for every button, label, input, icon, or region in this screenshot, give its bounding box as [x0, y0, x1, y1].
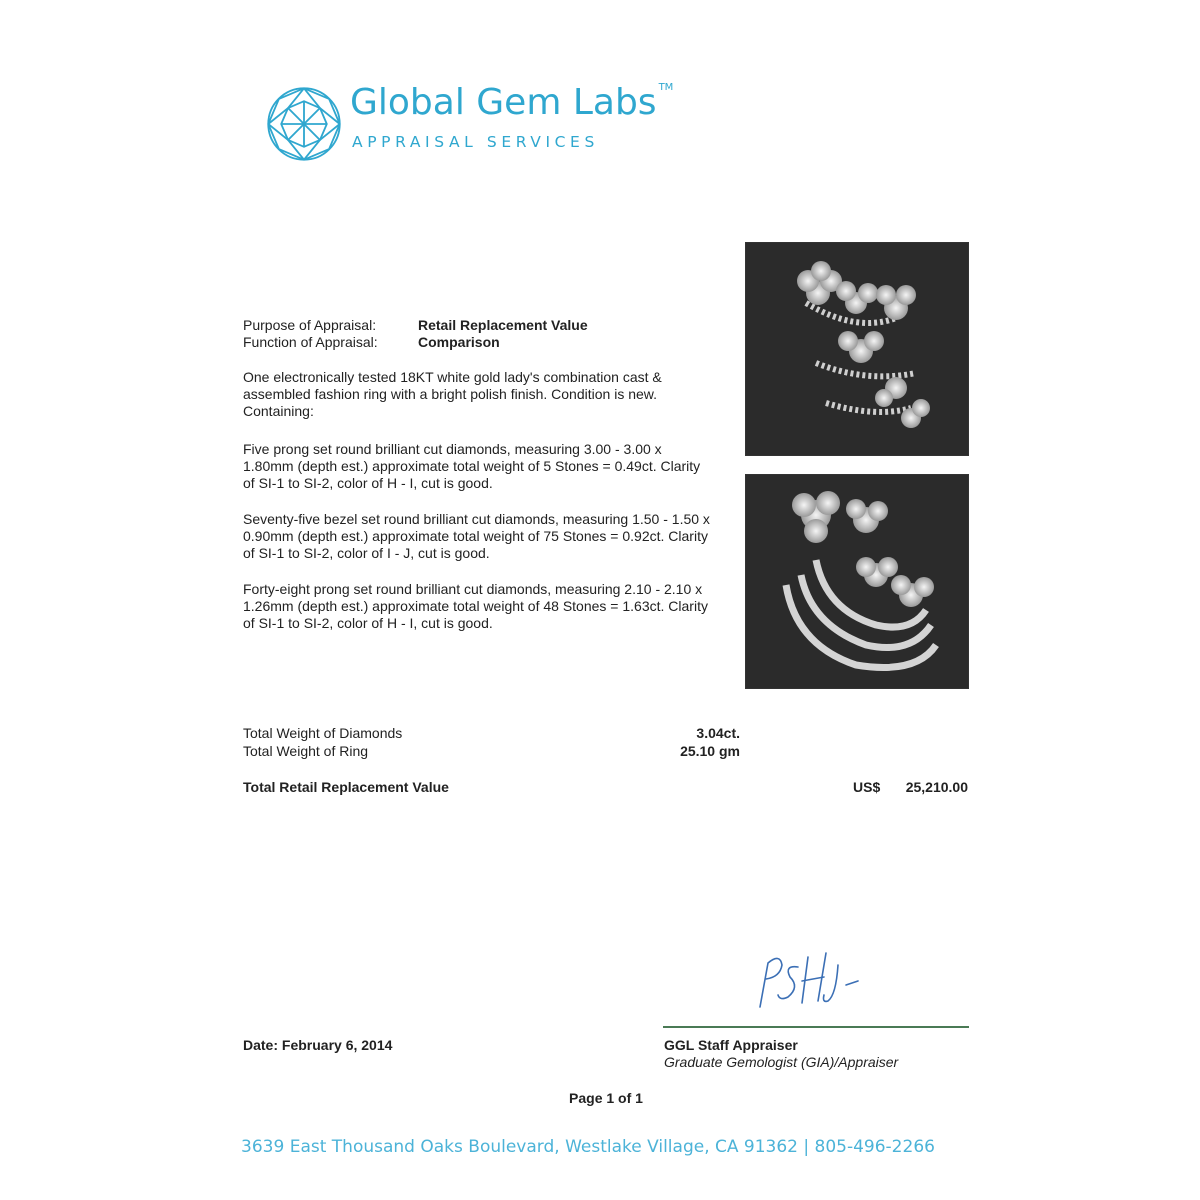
gem-logo-icon: [266, 86, 342, 162]
total-weight-ring-value: 25.10 gm: [680, 743, 740, 759]
ring-photo-bottom: [745, 474, 969, 689]
total-retail-value: 25,210.00: [905, 779, 968, 795]
description-paragraph: Forty-eight prong set round brilliant cut diamonds, measuring 2.10 - 2.10 x 1.26mm (depth est.) approximate total weight of 48 Stones = 1.63ct. Clarity of SI-1 to SI-2, color of H - I, cut is good.: [243, 581, 708, 631]
appraiser-name: GGL Staff Appraiser: [664, 1037, 798, 1053]
description-paragraph: Five prong set round brilliant cut diamonds, measuring 3.00 - 3.00 x 1.80mm (depth est.) approximate total weight of 5 Stones = 0.49ct. Clarity of SI-1 to SI-2, color of H - I, cut is good.: [243, 441, 701, 491]
description-paragraph: One electronically tested 18KT white gold lady's combination cast & assembled fashion ring with a bright polish finish. Condition is new. Containing:: [243, 369, 662, 419]
appraisal-date: Date: February 6, 2014: [243, 1037, 393, 1053]
total-weight-diamonds-label: Total Weight of Diamonds: [243, 725, 403, 741]
total-weight-ring-label: Total Weight of Ring: [243, 743, 369, 759]
footer-address: 3639 East Thousand Oaks Boulevard, Westlake Village, CA 91362 | 805-496-2266: [241, 1137, 935, 1157]
total-retail-value-label: Total Retail Replacement Value: [243, 779, 449, 795]
ring-photo-top: [745, 242, 969, 456]
brand-name: Global Gem Labs ™: [350, 82, 674, 123]
brand-subtitle: APPRAISAL SERVICES: [352, 133, 599, 151]
purpose-value: Retail Replacement Value: [418, 317, 588, 333]
function-label: Function of Appraisal:: [243, 334, 378, 350]
total-weight-diamonds-value: 3.04ct.: [696, 725, 740, 741]
currency-label: US$: [853, 779, 881, 795]
appraiser-title: Graduate Gemologist (GIA)/Appraiser: [664, 1054, 899, 1070]
description-paragraph: Seventy-five bezel set round brilliant cut diamonds, measuring 1.50 - 1.50 x 0.90mm (depth est.) approximate total weight of 75 Stones = 0.92ct. Clarity of SI-1 to SI-2, color of I - J, cut is good.: [243, 511, 710, 561]
trademark: TM: [658, 82, 674, 93]
signature-line: [663, 1026, 969, 1028]
signature-image: [740, 945, 870, 1015]
page-number: Page 1 of 1: [569, 1090, 643, 1106]
function-value: Comparison: [418, 334, 500, 350]
purpose-label: Purpose of Appraisal:: [243, 317, 377, 333]
